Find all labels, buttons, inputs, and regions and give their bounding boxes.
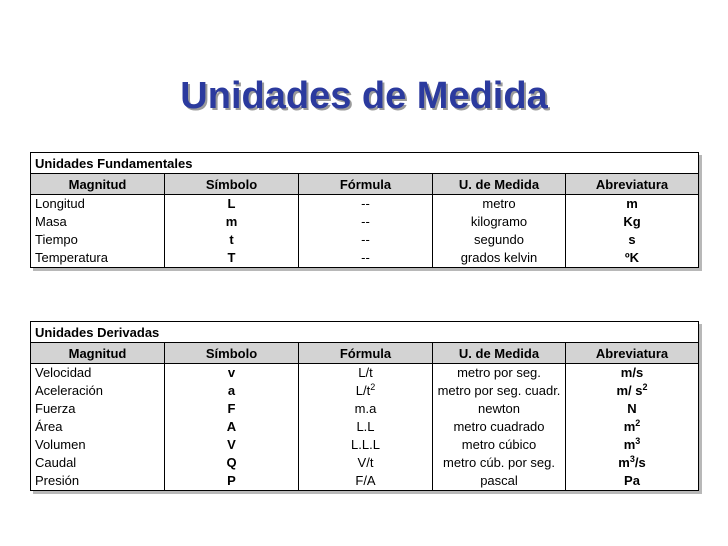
unidad-cell: metro cúb. por seg. bbox=[433, 454, 566, 472]
magnitud-cell: Volumen bbox=[31, 436, 165, 454]
formula-cell: L.L bbox=[299, 418, 433, 436]
simbolo-cell: P bbox=[165, 472, 299, 491]
unidad-cell: grados kelvin bbox=[433, 249, 566, 268]
magnitud-cell: Masa bbox=[31, 213, 165, 231]
magnitud-cell: Velocidad bbox=[31, 364, 165, 383]
magnitud-cell: Área bbox=[31, 418, 165, 436]
magnitud-cell: Presión bbox=[31, 472, 165, 491]
unidad-cell: metro cuadrado bbox=[433, 418, 566, 436]
table-row bbox=[31, 436, 699, 454]
abreviatura-cell bbox=[566, 436, 699, 454]
slide-title: Unidades de Medida bbox=[180, 75, 548, 117]
abreviatura-suffix: /s bbox=[634, 455, 646, 470]
abreviatura-cell: ºK bbox=[566, 249, 699, 268]
abreviatura-base: m bbox=[623, 437, 636, 452]
table-row bbox=[31, 231, 699, 249]
derived-units-table bbox=[30, 321, 699, 491]
magnitud-cell: Temperatura bbox=[31, 249, 165, 268]
table-row bbox=[31, 382, 699, 400]
table-row bbox=[31, 472, 699, 491]
unidad-cell: metro bbox=[433, 195, 566, 214]
abreviatura-cell: m/s bbox=[566, 364, 699, 383]
magnitud-cell: Caudal bbox=[31, 454, 165, 472]
header-simbolo: Símbolo bbox=[165, 174, 299, 195]
header-abreviatura: Abreviatura bbox=[566, 174, 699, 195]
simbolo-cell: T bbox=[165, 249, 299, 268]
header-magnitud: Magnitud bbox=[31, 174, 165, 195]
header-abreviatura: Abreviatura bbox=[566, 343, 699, 364]
table-row bbox=[31, 454, 699, 472]
abreviatura-base: m/ s bbox=[616, 383, 643, 398]
abreviatura-cell: N bbox=[566, 400, 699, 418]
abreviatura-exponent: 3 bbox=[635, 436, 641, 446]
magnitud-cell: Longitud bbox=[31, 195, 165, 214]
header-simbolo: Símbolo bbox=[165, 343, 299, 364]
simbolo-cell: A bbox=[165, 418, 299, 436]
simbolo-cell: a bbox=[165, 382, 299, 400]
simbolo-cell: L bbox=[165, 195, 299, 214]
unidad-cell: kilogramo bbox=[433, 213, 566, 231]
table-row bbox=[31, 213, 699, 231]
abreviatura-base: m bbox=[623, 419, 636, 434]
abreviatura-cell bbox=[566, 418, 699, 436]
formula-cell: m.a bbox=[299, 400, 433, 418]
unidad-cell: metro cúbico bbox=[433, 436, 566, 454]
formula-cell: L/t bbox=[299, 364, 433, 383]
simbolo-cell: t bbox=[165, 231, 299, 249]
header-unidad: U. de Medida bbox=[433, 343, 566, 364]
formula-cell: -- bbox=[299, 213, 433, 231]
formula-exponent: 2 bbox=[370, 382, 376, 392]
abreviatura-cell: m bbox=[566, 195, 699, 214]
header-formula: Fórmula bbox=[299, 174, 433, 195]
simbolo-cell: V bbox=[165, 436, 299, 454]
table-row bbox=[31, 400, 699, 418]
abreviatura-cell: Kg bbox=[566, 213, 699, 231]
simbolo-cell: F bbox=[165, 400, 299, 418]
magnitud-cell: Fuerza bbox=[31, 400, 165, 418]
header-unidad: U. de Medida bbox=[433, 174, 566, 195]
formula-cell: -- bbox=[299, 249, 433, 268]
formula-cell: V/t bbox=[299, 454, 433, 472]
formula-cell: L.L.L bbox=[299, 436, 433, 454]
magnitud-cell: Tiempo bbox=[31, 231, 165, 249]
table-row bbox=[31, 195, 699, 214]
unidad-cell: pascal bbox=[433, 472, 566, 491]
formula-cell: -- bbox=[299, 231, 433, 249]
section-title: Unidades Derivadas bbox=[31, 322, 699, 343]
abreviatura-cell bbox=[566, 454, 699, 472]
abreviatura-base: m bbox=[618, 455, 630, 470]
table-row bbox=[31, 364, 699, 383]
abreviatura-cell: Pa bbox=[566, 472, 699, 491]
fundamental-units-table bbox=[30, 152, 699, 268]
magnitud-cell: Aceleración bbox=[31, 382, 165, 400]
formula-base: L/t bbox=[355, 383, 371, 398]
header-magnitud: Magnitud bbox=[31, 343, 165, 364]
formula-cell: F/A bbox=[299, 472, 433, 491]
header-formula: Fórmula bbox=[299, 343, 433, 364]
simbolo-cell: v bbox=[165, 364, 299, 383]
simbolo-cell: m bbox=[165, 213, 299, 231]
abreviatura-exponent: 2 bbox=[635, 418, 641, 428]
section-title: Unidades Fundamentales bbox=[31, 153, 699, 174]
unidad-cell: metro por seg. cuadr. bbox=[433, 382, 566, 400]
unidad-cell: newton bbox=[433, 400, 566, 418]
table-row bbox=[31, 418, 699, 436]
abreviatura-cell: s bbox=[566, 231, 699, 249]
abreviatura-cell bbox=[566, 382, 699, 400]
abreviatura-exponent: 2 bbox=[642, 382, 648, 392]
unidad-cell: segundo bbox=[433, 231, 566, 249]
table-row bbox=[31, 249, 699, 268]
formula-cell: -- bbox=[299, 195, 433, 214]
simbolo-cell: Q bbox=[165, 454, 299, 472]
formula-cell bbox=[299, 382, 433, 400]
unidad-cell: metro por seg. bbox=[433, 364, 566, 383]
abreviatura-exponent: 3 bbox=[629, 454, 635, 464]
